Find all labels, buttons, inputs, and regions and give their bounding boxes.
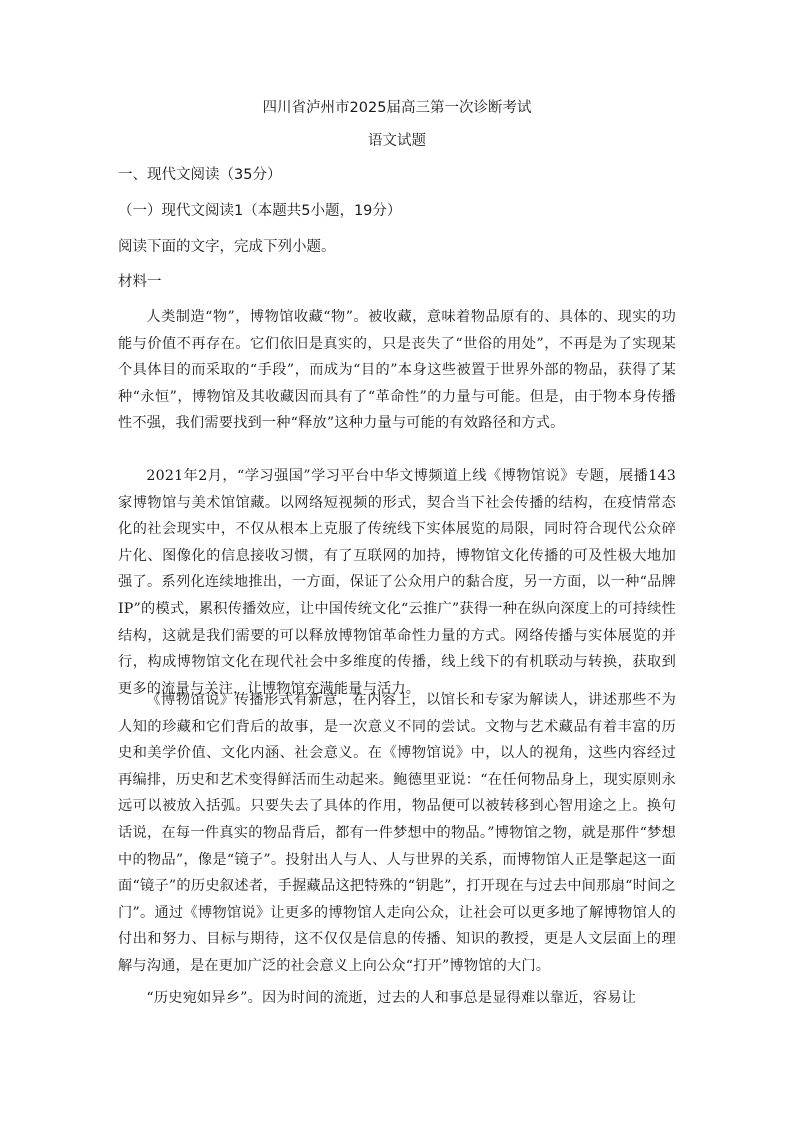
subject-title: 语文试题	[368, 133, 426, 149]
body-paragraph: 2021年2月，“学习强国”学习平台中华文博频道上线《博物馆说》专题，展播143家博物馆与美术馆馆藏。以网络短视频的形式，契合当下社会传播的结构，在疫情常态化的社会现实中，不仅从根本上克服了传统线下实体展览的局限，同时符合现代公众碎片化、图像化的信息接收习惯，有了互联网的加持，博物馆文化传播的可及性极大地加强了。系列化连续地推出，一方面，保证了公众用户的黏合度，另一方面，以一种“品牌IP”的模式，累积传播效应，让中国传统文化“云推广”获得一种在纵向深度上的可持续性结构，这就是我们需要的可以释放博物馆革命性力量的方式。网络传播与实体展览的并行，构成博物馆文化在现代社会中多维度的传播，线上线下的有机联动与转换，获取到更多的流量与关注，让博物馆充满能量与活力。	[118, 468, 676, 697]
body-paragraph: “历史宛如异乡”。因为时间的流逝，过去的人和事总是显得难以靠近，容易让	[146, 990, 637, 1006]
exam-title: 四川省泸州市2025届高三第一次诊断考试	[262, 100, 532, 116]
body-paragraph: 人类制造“物”，博物馆收藏“物”。被收藏，意味着物品原有的、具体的、现实的功能与价值不再存在。它们依旧是真实的，只是丧失了“世俗的用处”，不再是为了实现某个具体目的而采取的“手段”，而成为“目的”本身这些被置于世界外部的物品，获得了某种“永恒”，博物馆及其收藏因而具有了“革命性”的力量与可能。但是，由于物本身传播性不强，我们需要找到一种“释放”这种力量与可能的有效路径和方式。	[118, 309, 676, 432]
section-heading: 一、现代文阅读（35分）	[118, 167, 282, 183]
reading-instruction: 阅读下面的文字，完成下列小题。	[118, 239, 336, 255]
subsection-heading: （一）现代文阅读1（本题共5小题，19分）	[118, 203, 402, 219]
body-paragraph: 《博物馆说》传播形式有新意，在内容上，以馆长和专家为解读人，讲述那些不为人知的珍藏和它们背后的故事，是一次意义不同的尝试。文物与艺术藏品有着丰富的历史和美学价值、文化内涵、社会意义。在《博物馆说》中，以人的视角，这些内容经过再编排，历史和艺术变得鲜活而生动起来。鲍德里亚说：“在任何物品身上，现实原则永远可以被放入括弧。只要失去了具体的作用，物品便可以被转移到心智用途之上。换句话说，在每一件真实的物品背后，都有一件梦想中的物品。”博物馆之物，就是那件“梦想中的物品”，像是“镜子”。投射出人与人、人与世界的关系，而博物馆人正是擎起这一面面“镜子”的历史叙述者，手握藏品这把特殊的“钥匙”，打开现在与过去中间那扇“时间之门”。通过《博物馆说》让更多的博物馆人走向公众，让社会可以更多地了解博物馆人的付出和努力、目标与期待，这不仅仅是信息的传播、知识的教授，更是人文层面上的理解与沟通，是在更加广泛的社会意义上向公众“打开”博物馆的大门。	[118, 692, 676, 974]
material-label: 材料一	[118, 274, 162, 290]
